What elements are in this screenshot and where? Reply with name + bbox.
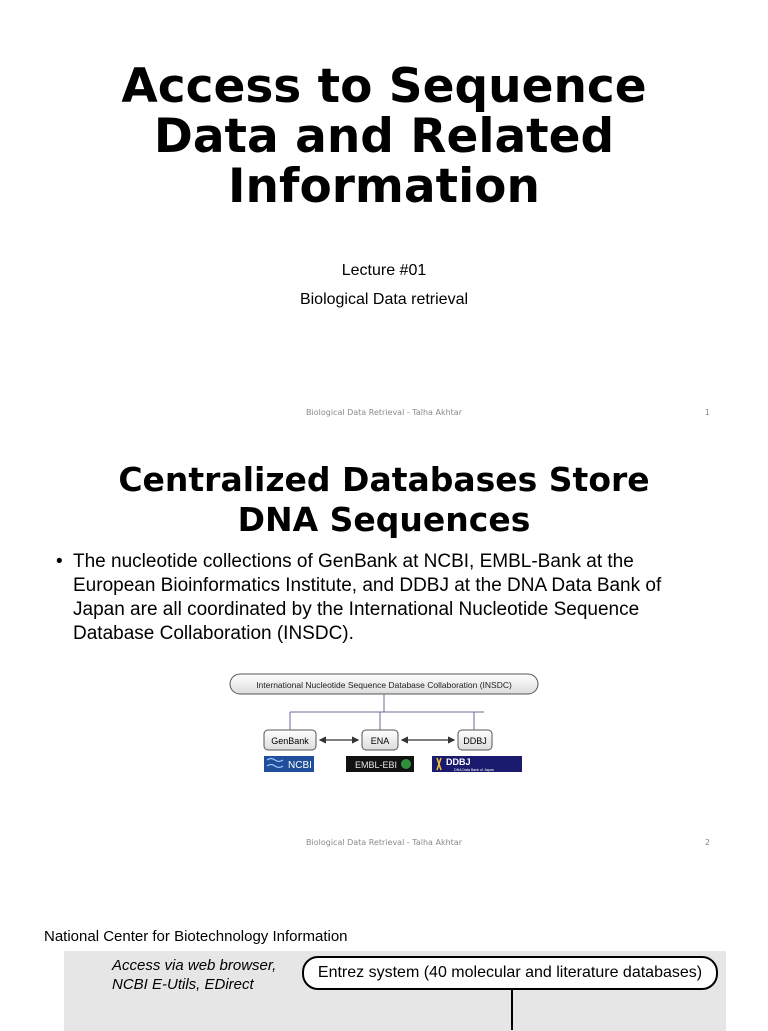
page-number: 2 <box>704 838 710 847</box>
embl-ebi-logo-text: EMBL-EBI <box>354 760 398 770</box>
ddbj-logo <box>432 756 522 772</box>
bullet-item <box>56 550 706 646</box>
title-line: Data and Related <box>153 109 615 164</box>
title-line: Information <box>228 159 540 214</box>
slide-2-title <box>0 460 768 540</box>
ddbj-label: DDBJ <box>463 736 487 746</box>
ddbj-logo-text: DDBJ <box>446 757 471 767</box>
slide-footer: Biological Data Retrieval - Talha Akhtar <box>306 838 462 847</box>
access-line: NCBI E-Utils, EDirect <box>112 976 254 993</box>
bullet-icon: • <box>56 551 63 572</box>
lecture-number: Lecture #01 <box>341 262 427 279</box>
insdc-label: International Nucleotide Sequence Database Collaboration (INSDC) <box>256 680 512 690</box>
slide-3 <box>0 860 768 1024</box>
entrez-box: Entrez system (40 molecular and literature databases) <box>302 956 718 990</box>
slide-1-title <box>0 59 768 214</box>
ena-label: ENA <box>370 736 390 746</box>
bullet-text: The nucleotide collections of GenBank at NCBI, EMBL-Bank at the European Bioinformatics Institute, and DDBJ at the DNA Data Bank of Japan are all coordinated by the International Nucleotide Sequence Database Collaboration (INSDC). <box>73 551 662 644</box>
access-line: Access via web browser, <box>112 957 277 974</box>
ncbi-logo <box>264 756 314 772</box>
access-methods <box>112 956 276 994</box>
ncbi-heading: National Center for Biotechnology Information <box>44 928 348 945</box>
slide-footer: Biological Data Retrieval - Talha Akhtar <box>306 408 462 417</box>
title-line: Centralized Databases Store <box>118 460 650 499</box>
title-line: Access to Sequence <box>121 59 647 114</box>
insdc-diagram <box>228 670 540 790</box>
page-number: 1 <box>704 408 710 417</box>
ncbi-logo-text: NCBI <box>288 760 312 771</box>
title-line: DNA Sequences <box>237 500 531 539</box>
embl-ebi-logo <box>346 756 414 772</box>
slide-2 <box>0 430 768 860</box>
connector-line <box>511 990 513 1030</box>
ddbj-logo-caption: DNA Data Bank of Japan <box>454 768 494 772</box>
genbank-label: GenBank <box>271 736 309 746</box>
ncbi-diagram-panel <box>64 951 726 1031</box>
lecture-subtitle: Biological Data retrieval <box>299 291 469 308</box>
slide-1 <box>0 0 768 430</box>
